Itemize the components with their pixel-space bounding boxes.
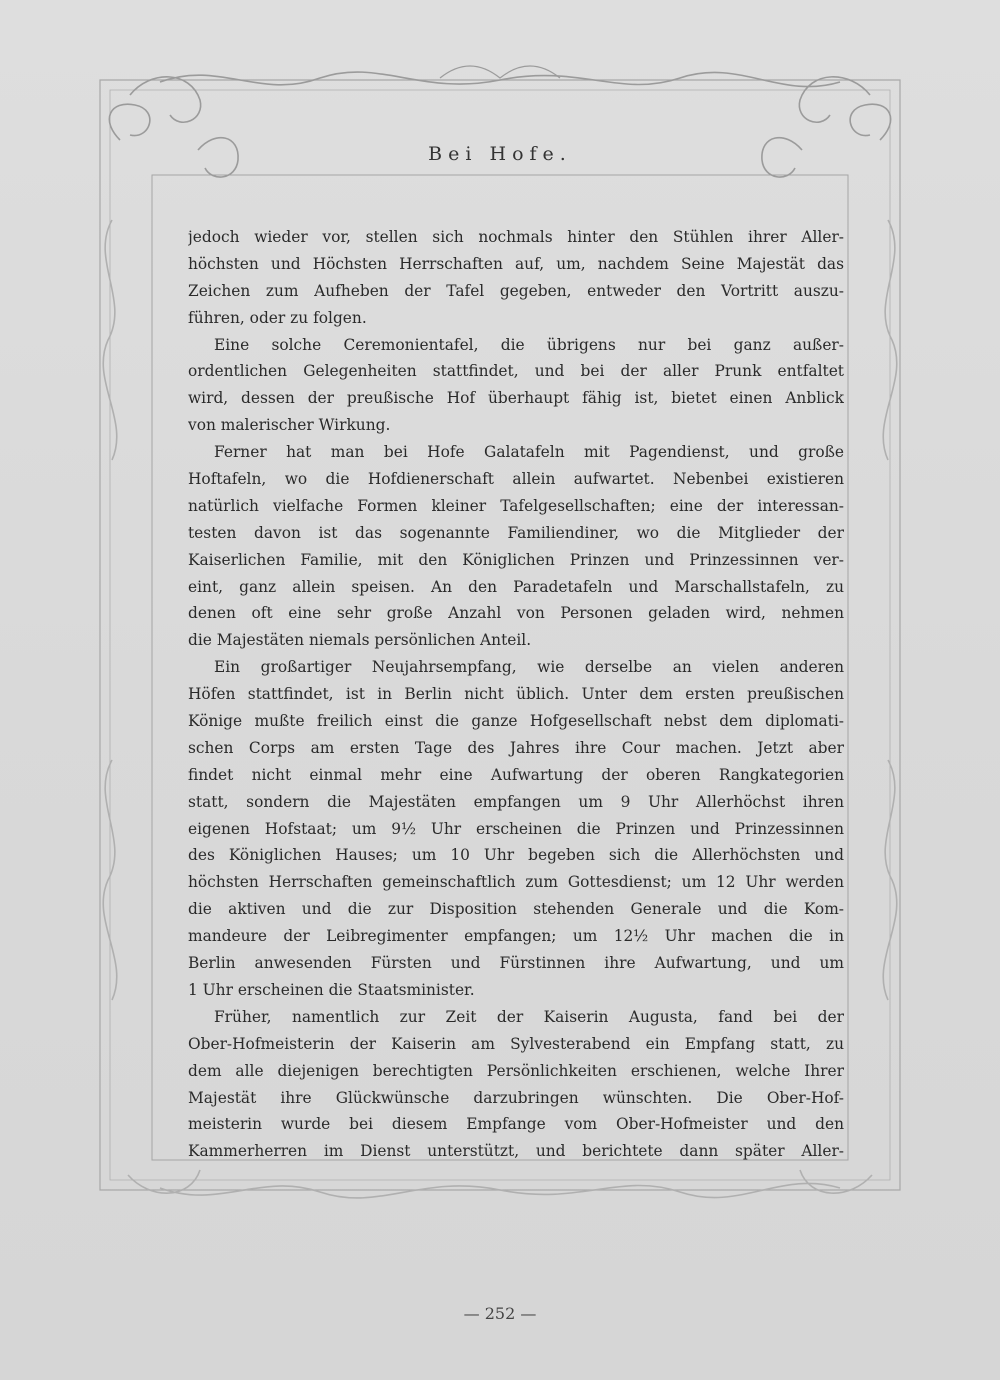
text-line: natürlich vielfache Formen kleiner Tafelgesellschaften; eine der interessan- (188, 496, 844, 515)
text-line: Höfen stattfindet, ist in Berlin nicht üblich. Unter dem ersten preußischen (188, 685, 844, 704)
text-line: statt, sondern die Majestäten empfangen um 9 Uhr Allerhöchst ihren (188, 792, 844, 811)
text-line: die Majestäten niemals persönlichen Anteil. (188, 631, 532, 650)
text-line: ordentlichen Gelegenheiten stattfindet, und bei der aller Prunk entfaltet (188, 362, 844, 381)
text-line: testen davon ist das sogenannte Familiendiner, wo die Mitglieder der (188, 523, 844, 542)
text-line: 1 Uhr erscheinen die Staatsminister. (188, 980, 475, 999)
text-line: findet nicht einmal mehr eine Aufwartung der oberen Rangkategorien (188, 765, 844, 784)
text-line: dem alle diejenigen berechtigten Persönlichkeiten erschienen, welche Ihrer (188, 1061, 844, 1080)
text-line: Könige mußte freilich einst die ganze Hofgesellschaft nebst dem diplomati- (188, 712, 844, 731)
text-line: Kammerherren im Dienst unterstützt, und berichtete dann später Aller- (188, 1142, 844, 1161)
text-line: eint, ganz allein speisen. An den Paradetafeln und Marschallstafeln, zu (188, 577, 844, 596)
body-text (188, 224, 844, 1165)
text-line: Ein großartiger Neujahrsempfang, wie derselbe an vielen anderen (214, 658, 844, 677)
text-line: führen, oder zu folgen. (188, 308, 367, 327)
text-line: schen Corps am ersten Tage des Jahres ihre Cour machen. Jetzt aber (188, 738, 844, 757)
text-line: mandeure der Leibregimenter empfangen; um 12½ Uhr machen die in (188, 927, 844, 946)
text-line: Früher, namentlich zur Zeit der Kaiserin Augusta, fand bei der (214, 1007, 844, 1026)
text-line: Eine solche Ceremonientafel, die übrigens nur bei ganz außer- (214, 335, 844, 354)
text-line: Ferner hat man bei Hofe Galatafeln mit Pagendienst, und große (214, 443, 844, 462)
text-line: des Königlichen Hauses; um 10 Uhr begeben sich die Allerhöchsten und (188, 846, 844, 865)
text-line: jedoch wieder vor, stellen sich nochmals hinter den Stühlen ihrer Aller- (188, 228, 844, 246)
text-line: Ober-Hofmeisterin der Kaiserin am Sylvesterabend ein Empfang statt, zu (188, 1034, 844, 1053)
text-line: höchsten Herrschaften gemeinschaftlich zum Gottesdienst; um 12 Uhr werden (188, 873, 844, 892)
text-line: meisterin wurde bei diesem Empfange vom Ober-Hofmeister und den (188, 1115, 844, 1134)
text-line: eigenen Hofstaat; um 9½ Uhr erscheinen die Prinzen und Prinzessinnen (188, 819, 844, 838)
text-line: Berlin anwesenden Fürsten und Fürstinnen ihre Aufwartung, und um (188, 954, 844, 973)
page-number: — 252 — (463, 1304, 537, 1323)
text-line: Zeichen zum Aufheben der Tafel gegeben, entweder den Vortritt auszu- (188, 281, 844, 300)
text-line: Majestät ihre Glückwünsche darzubringen wünschten. Die Ober-Hof- (188, 1088, 844, 1107)
text-line: von malerischer Wirkung. (188, 416, 391, 435)
text-line: die aktiven und die zur Disposition stehenden Generale und die Kom- (188, 900, 844, 919)
text-line: Hoftafeln, wo die Hofdienerschaft allein aufwartet. Nebenbei existieren (188, 470, 844, 489)
text-line: Kaiserlichen Familie, mit den Königlichen Prinzen und Prinzessinnen ver- (188, 550, 844, 569)
text-line: denen oft eine sehr große Anzahl von Personen geladen wird, nehmen (188, 604, 844, 623)
running-head: Bei Hofe. (428, 143, 572, 165)
text-line: höchsten und Höchsten Herrschaften auf, um, nachdem Seine Majestät das (188, 254, 844, 273)
text-line: wird, dessen der preußische Hof überhaupt fähig ist, bietet einen Anblick (188, 389, 844, 408)
